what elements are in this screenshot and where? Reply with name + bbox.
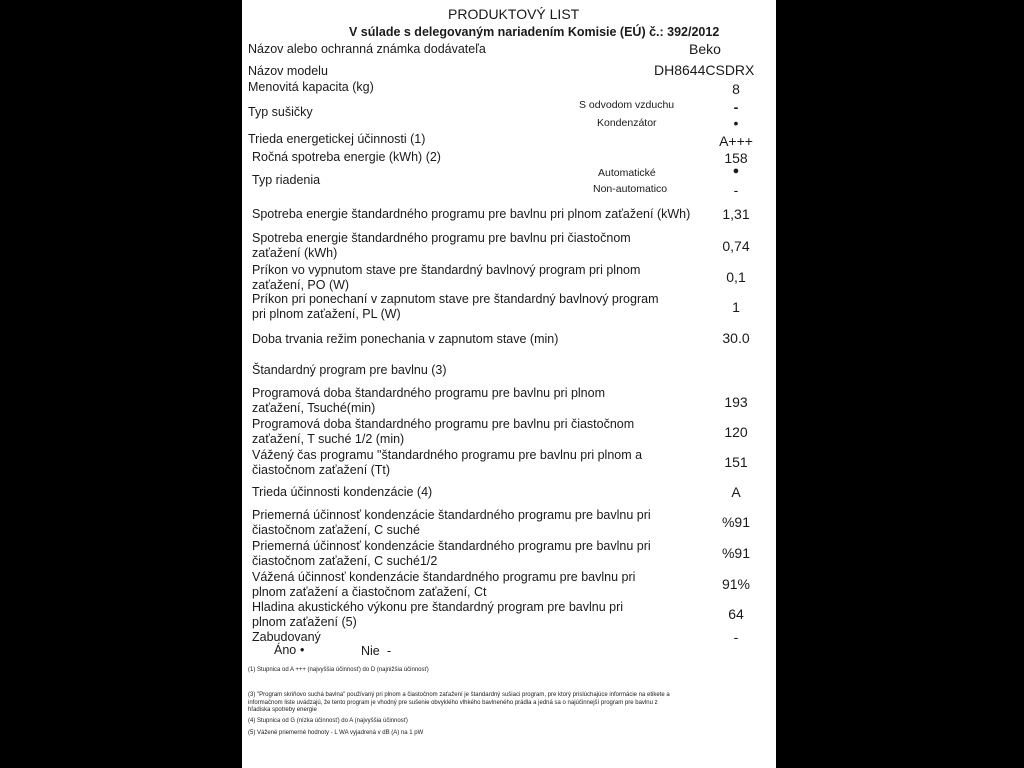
- built-in-value: -: [733, 629, 739, 645]
- document-title: PRODUKTOVÝ LIST: [448, 6, 580, 22]
- condensation-class-label: Trieda účinnosti kondenzácie (4): [252, 485, 433, 499]
- time-partial-value: 120: [724, 424, 748, 440]
- capacity-label: Menovitá kapacita (kg): [248, 80, 374, 94]
- built-in-yes-value: •: [300, 643, 305, 657]
- footnote-1: (1) Stupnica od A +++ (najvyššia účinnosť) do D (najnižšia účinnosť): [248, 667, 429, 673]
- annual-energy-label: Ročná spotreba energie (kWh) (2): [252, 150, 441, 164]
- control-type-label: Typ riadenia: [252, 173, 321, 187]
- capacity-value: 8: [732, 81, 740, 97]
- vented-label: S odvodom vzduchu: [579, 99, 675, 111]
- automatic-label: Automatické: [598, 167, 656, 179]
- condensation-eff-partial-label: Priemerná účinnosť kondenzácie štandardného programu pre bavlnu pri čiastočnom zaťažení, C suché1/2: [252, 539, 651, 568]
- full-load-energy-label: Spotreba energie štandardného programu pre bavlnu pri plnom zaťažení (kWh): [252, 207, 691, 221]
- left-on-duration-label: Doba trvania režim ponechania v zapnutom stave (min): [252, 332, 559, 346]
- condensation-eff-full-value: %91: [721, 514, 751, 530]
- footnote-5: (5) Vážené priemerné hodnoty - L WA vyjadrená v dB (A) na 1 pW: [248, 730, 424, 736]
- condensation-class-value: A: [731, 484, 741, 500]
- built-in-yes-label: Áno: [274, 643, 297, 657]
- partial-load-energy-value: 0,74: [722, 238, 750, 254]
- condensation-eff-weighted-label: Vážená účinnosť kondenzácie štandardného programu pre bavlnu pri plnom zaťažení a čiastočnom zaťažení, Ct: [252, 570, 636, 599]
- standard-program-heading: Štandardný program pre bavlnu (3): [252, 363, 447, 377]
- condenser-label: Kondenzátor: [597, 117, 657, 129]
- built-in-no-value: -: [387, 644, 392, 658]
- left-on-power-label: Príkon pri ponechaní v zapnutom stave pre štandardný bavlnový program pri plnom zaťažení, PL (W): [252, 292, 659, 321]
- annual-energy-value: 158: [724, 150, 748, 166]
- time-full-value: 193: [724, 394, 748, 410]
- time-partial-label: Programová doba štandardného programu pre bavlnu pri čiastočnom zaťažení, T suché 1/2 (min): [252, 417, 635, 446]
- noise-value: 64: [728, 606, 744, 622]
- left-on-duration-value: 30.0: [722, 330, 750, 346]
- weighted-time-label: Vážený čas programu "štandardného programu pre bavlnu pri plnom a čiastočnom zaťažení (Tt): [252, 448, 643, 477]
- energy-class-label: Trieda energetickej účinnosti (1): [248, 132, 426, 146]
- condenser-value: •: [733, 115, 739, 131]
- built-in-no-label: Nie: [361, 644, 380, 658]
- time-full-label: Programová doba štandardného programu pre bavlnu pri plnom zaťažení, Tsuché(min): [252, 386, 605, 415]
- automatic-value: ●: [732, 165, 740, 177]
- footnote-3: (3) "Program skriňovo suchá bavlna" používaný pri plnom a čiastočnom zaťažení je štandardný sušiaci program, pre ktorý prislúchajúce informácie na etikete a informačnom liste uvádzajú, že tento program je vhodný pre sušenie obvyklého vlhkého bavlneného prádla a jedná sa o najúčinnejší program pre bavlnu z hľadiska spotreby energie: [248, 692, 670, 713]
- off-power-label: Príkon vo vypnutom stave pre štandardný bavlnový program pri plnom zaťažení, PO (W): [252, 263, 641, 292]
- model-value: DH8644CSDRX: [654, 62, 755, 78]
- energy-class-value: A+++: [719, 133, 753, 149]
- model-label: Názov modelu: [248, 64, 328, 78]
- condensation-eff-weighted-value: 91%: [721, 576, 751, 592]
- non-automatic-value: -: [733, 182, 739, 198]
- off-power-value: 0,1: [726, 269, 746, 285]
- left-on-power-value: 1: [732, 299, 740, 315]
- weighted-time-value: 151: [724, 454, 748, 470]
- regulation-subtitle: V súlade s delegovaným nariadením Komisie (EÚ) č.: 392/2012: [349, 25, 720, 39]
- full-load-energy-value: 1,31: [722, 206, 750, 222]
- condensation-eff-partial-value: %91: [721, 545, 751, 561]
- built-in-label: Zabudovaný: [252, 630, 321, 644]
- condensation-eff-full-label: Priemerná účinnosť kondenzácie štandardného programu pre bavlnu pri čiastočnom zaťažení, C suché: [252, 508, 651, 537]
- dryer-type-label: Typ sušičky: [248, 105, 313, 119]
- supplier-label: Názov alebo ochranná známka dodávateľa: [248, 42, 486, 56]
- footnote-4: (4) Stupnica od G (nízka účinnosť) do A (najvyššia účinnosť): [248, 718, 408, 724]
- non-automatic-label: Non-automatico: [593, 183, 668, 195]
- supplier-value: Beko: [689, 41, 721, 57]
- product-sheet: [242, 0, 776, 768]
- noise-label: Hladina akustického výkonu pre štandardný program pre bavlnu pri plnom zaťažení (5): [252, 600, 624, 629]
- vented-value: -: [733, 99, 739, 115]
- partial-load-energy-label: Spotreba energie štandardného programu pre bavlnu pri čiastočnom zaťažení (kWh): [252, 231, 631, 260]
